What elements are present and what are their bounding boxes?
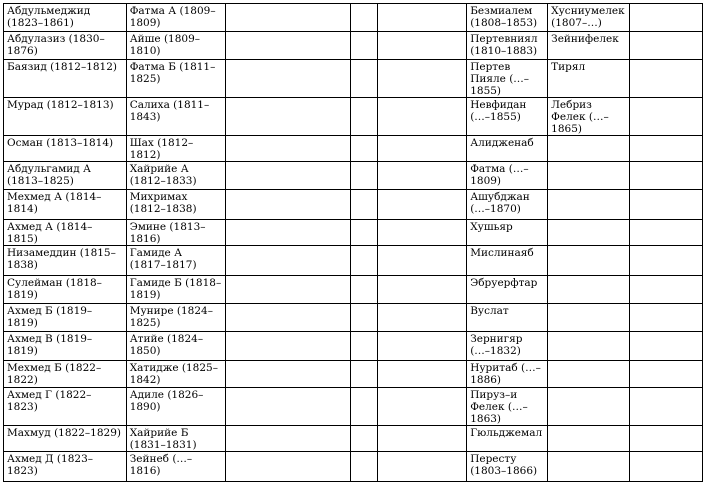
cell-col-8 <box>629 246 702 276</box>
cell-col-8 <box>629 98 702 136</box>
cell-col-8 <box>629 304 702 332</box>
cell-daughter: Хайрийе А (1812–1833) <box>126 162 226 190</box>
cell-consort: Невфидан (…–1855) <box>467 98 548 136</box>
cell-col-3 <box>226 304 351 332</box>
cell-col-5 <box>377 162 467 190</box>
table-row <box>4 60 703 98</box>
cell-col-8 <box>629 361 702 388</box>
cell-consort-2 <box>548 276 630 304</box>
cell-col-3 <box>226 361 351 388</box>
cell-col-4 <box>351 136 377 162</box>
cell-col-3 <box>226 332 351 361</box>
cell-daughter: Фатма А (1809–1809) <box>126 4 226 32</box>
cell-son: Низамеддин (1815–1838) <box>4 246 127 276</box>
cell-col-4 <box>351 304 377 332</box>
table-row <box>4 304 703 332</box>
cell-col-8 <box>629 190 702 220</box>
cell-col-5 <box>377 246 467 276</box>
cell-col-4 <box>351 276 377 304</box>
cell-daughter: Атийе (1824–1850) <box>126 332 226 361</box>
cell-son: Ахмед Д (1823–1823) <box>4 452 127 482</box>
cell-consort-2 <box>548 136 630 162</box>
table-row <box>4 136 703 162</box>
cell-col-8 <box>629 220 702 246</box>
cell-col-5 <box>377 60 467 98</box>
table-row <box>4 388 703 426</box>
cell-consort: Мислинаяб <box>467 246 548 276</box>
cell-consort-2: Тирял <box>548 60 630 98</box>
cell-consort-2 <box>548 190 630 220</box>
cell-consort-2 <box>548 452 630 482</box>
cell-col-5 <box>377 136 467 162</box>
cell-daughter: Хайрийе Б (1831–1831) <box>126 426 226 452</box>
table-row <box>4 162 703 190</box>
cell-daughter: Адиле (1826–1890) <box>126 388 226 426</box>
cell-col-3 <box>226 4 351 32</box>
cell-daughter: Гамиде Б (1818–1819) <box>126 276 226 304</box>
cell-son: Ахмед А (1814–1815) <box>4 220 127 246</box>
table-row <box>4 361 703 388</box>
cell-daughter: Салиха (1811–1843) <box>126 98 226 136</box>
cell-daughter: Фатма Б (1811–1825) <box>126 60 226 98</box>
cell-col-3 <box>226 162 351 190</box>
cell-consort: Ашубджан (…–1870) <box>467 190 548 220</box>
cell-col-4 <box>351 60 377 98</box>
cell-daughter: Мунире (1824–1825) <box>126 304 226 332</box>
cell-col-5 <box>377 220 467 246</box>
cell-consort: Фатма (…–1809) <box>467 162 548 190</box>
cell-col-3 <box>226 388 351 426</box>
cell-consort-2: Зейнифелек <box>548 32 630 60</box>
cell-son: Абдульгамид А (1813–1825) <box>4 162 127 190</box>
cell-col-3 <box>226 32 351 60</box>
cell-col-3 <box>226 246 351 276</box>
cell-consort: Пируз–и Фелек (…–1863) <box>467 388 548 426</box>
cell-col-5 <box>377 190 467 220</box>
cell-consort-2: Лебриз Фелек (…–1865) <box>548 98 630 136</box>
cell-col-5 <box>377 388 467 426</box>
cell-col-8 <box>629 276 702 304</box>
cell-col-5 <box>377 4 467 32</box>
cell-col-5 <box>377 332 467 361</box>
cell-col-4 <box>351 98 377 136</box>
table-row <box>4 32 703 60</box>
cell-col-4 <box>351 162 377 190</box>
cell-son: Ахмед Г (1822–1823) <box>4 388 127 426</box>
cell-col-5 <box>377 361 467 388</box>
cell-son: Махмуд (1822–1829) <box>4 426 127 452</box>
cell-col-5 <box>377 98 467 136</box>
cell-col-5 <box>377 32 467 60</box>
cell-son: Ахмед В (1819–1819) <box>4 332 127 361</box>
cell-col-8 <box>629 388 702 426</box>
cell-daughter: Михримах (1812–1838) <box>126 190 226 220</box>
cell-col-4 <box>351 452 377 482</box>
cell-consort: Вуслат <box>467 304 548 332</box>
cell-daughter: Эмине (1813–1816) <box>126 220 226 246</box>
cell-col-8 <box>629 4 702 32</box>
cell-col-3 <box>226 452 351 482</box>
cell-consort-2 <box>548 361 630 388</box>
cell-daughter: Зейнеб (…–1816) <box>126 452 226 482</box>
table-row <box>4 246 703 276</box>
cell-son: Абдульмеджид (1823–1861) <box>4 4 127 32</box>
cell-consort-2 <box>548 246 630 276</box>
cell-son: Абдулазиз (1830–1876) <box>4 32 127 60</box>
cell-col-3 <box>226 60 351 98</box>
cell-col-8 <box>629 332 702 361</box>
cell-col-3 <box>226 190 351 220</box>
table-row <box>4 220 703 246</box>
cell-son: Мехмед А (1814–1814) <box>4 190 127 220</box>
cell-col-8 <box>629 60 702 98</box>
table-body <box>4 4 703 482</box>
cell-consort: Алидженаб <box>467 136 548 162</box>
cell-col-8 <box>629 452 702 482</box>
cell-consort-2 <box>548 304 630 332</box>
cell-consort: Зернигяр (…–1832) <box>467 332 548 361</box>
cell-daughter: Айше (1809–1810) <box>126 32 226 60</box>
cell-consort: Пересту (1803–1866) <box>467 452 548 482</box>
cell-col-4 <box>351 32 377 60</box>
cell-son: Баязид (1812–1812) <box>4 60 127 98</box>
cell-col-4 <box>351 361 377 388</box>
cell-consort: Безмиалем (1808–1853) <box>467 4 548 32</box>
cell-daughter: Гамиде А (1817–1817) <box>126 246 226 276</box>
cell-consort-2: Хусниумелек (1807–…) <box>548 4 630 32</box>
cell-col-4 <box>351 388 377 426</box>
cell-col-3 <box>226 136 351 162</box>
cell-son: Сулейман (1818–1819) <box>4 276 127 304</box>
cell-col-4 <box>351 4 377 32</box>
cell-consort: Пертевниял (1810–1883) <box>467 32 548 60</box>
cell-daughter: Хатидже (1825–1842) <box>126 361 226 388</box>
cell-daughter: Шах (1812–1812) <box>126 136 226 162</box>
cell-col-5 <box>377 304 467 332</box>
cell-consort: Хушьяр <box>467 220 548 246</box>
cell-son: Мехмед Б (1822–1822) <box>4 361 127 388</box>
cell-col-4 <box>351 246 377 276</box>
cell-consort: Эбруерфтар <box>467 276 548 304</box>
cell-col-8 <box>629 32 702 60</box>
cell-col-8 <box>629 162 702 190</box>
cell-col-4 <box>351 220 377 246</box>
cell-son: Ахмед Б (1819–1819) <box>4 304 127 332</box>
cell-consort: Гюльджемал <box>467 426 548 452</box>
cell-consort-2 <box>548 162 630 190</box>
cell-col-3 <box>226 276 351 304</box>
table-row <box>4 4 703 32</box>
table-row <box>4 276 703 304</box>
cell-col-5 <box>377 276 467 304</box>
table-row <box>4 98 703 136</box>
cell-col-8 <box>629 136 702 162</box>
cell-col-4 <box>351 332 377 361</box>
cell-son: Мурад (1812–1813) <box>4 98 127 136</box>
dynasty-table <box>3 3 703 482</box>
cell-consort: Нуритаб (…–1886) <box>467 361 548 388</box>
cell-consort-2 <box>548 388 630 426</box>
cell-consort: Пертев Пияле (…–1855) <box>467 60 548 98</box>
table-row <box>4 332 703 361</box>
cell-son: Осман (1813–1814) <box>4 136 127 162</box>
cell-col-3 <box>226 220 351 246</box>
table-row <box>4 190 703 220</box>
table-row <box>4 452 703 482</box>
cell-col-4 <box>351 190 377 220</box>
cell-consort-2 <box>548 220 630 246</box>
cell-consort-2 <box>548 332 630 361</box>
cell-col-5 <box>377 452 467 482</box>
cell-col-3 <box>226 98 351 136</box>
